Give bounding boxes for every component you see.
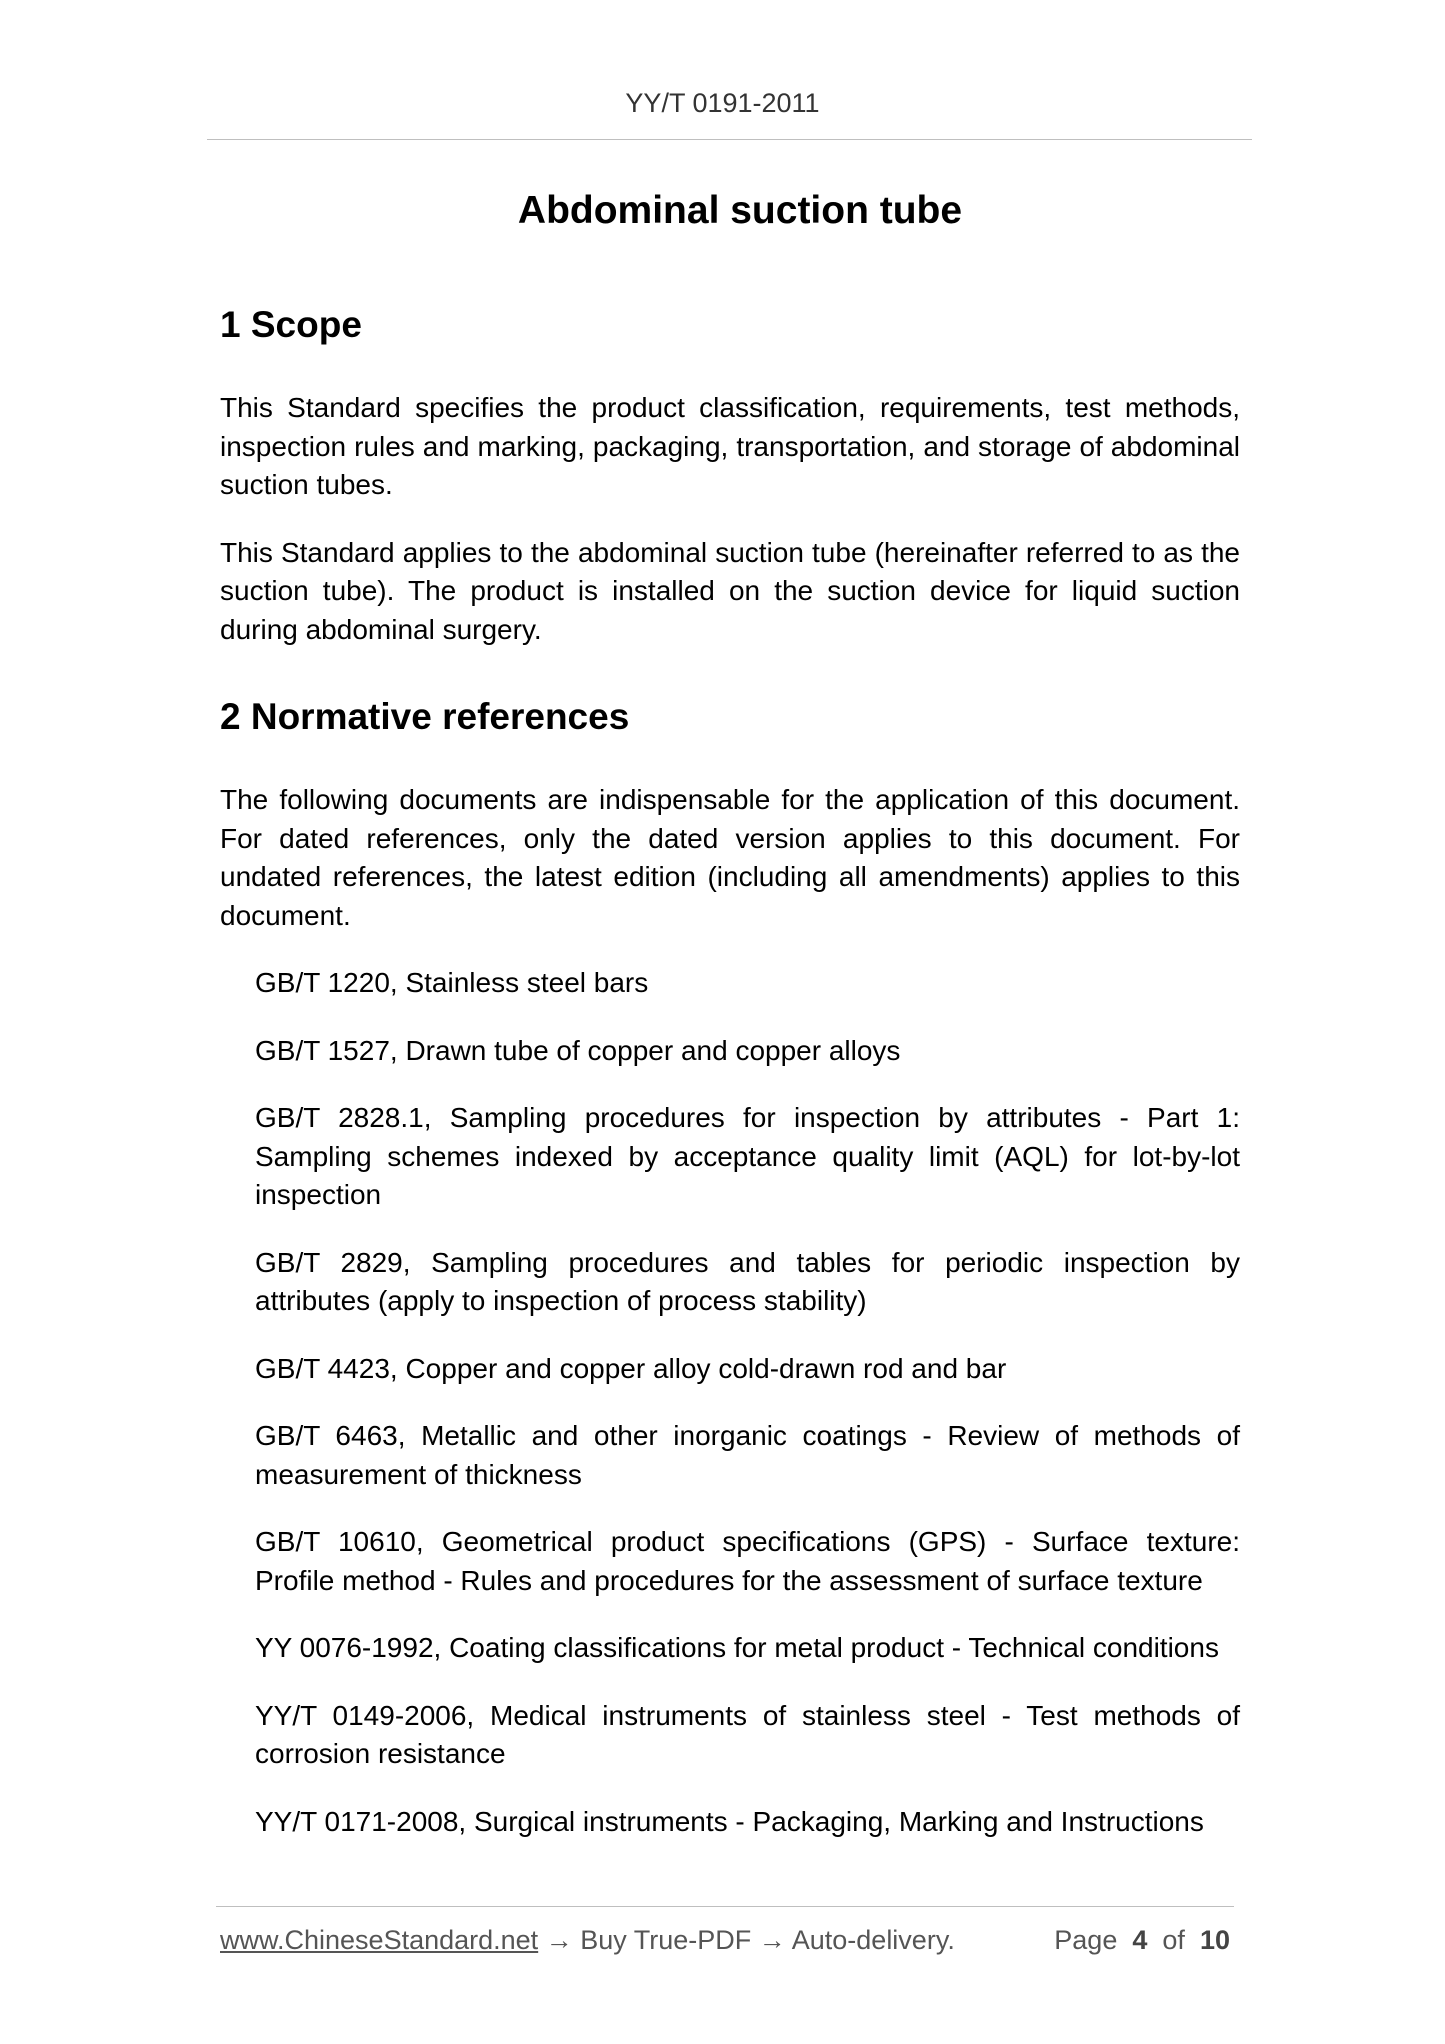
scope-paragraph: This Standard specifies the product classification, requirements, test methods, inspection rules and marking, packaging, transportation, and storage of abdominal suction tubes. [220, 392, 1240, 500]
section-heading-scope: 1 Scope [220, 304, 362, 345]
reference-item: YY/T 0149-2006, Medical instruments of stainless steel - Test methods of corrosion resistance [255, 1699, 1240, 1769]
page-of-label: of [1162, 1925, 1185, 1955]
reference-item: GB/T 10610, Geometrical product specifications (GPS) - Surface texture: Profile method - Rules and procedures for the assessment of surface texture [255, 1526, 1240, 1596]
website-link[interactable]: www.ChineseStandard.net [220, 1925, 539, 1955]
page-current: 4 [1132, 1925, 1148, 1955]
document-title: Abdominal suction tube [517, 189, 963, 232]
reference-item: GB/T 6463, Metallic and other inorganic coatings - Review of methods of measurement of thickness [255, 1420, 1240, 1490]
reference-item: GB/T 2828.1, Sampling procedures for inspection by attributes - Part 1: Sampling schemes indexed by acceptance quality limit (AQL) for lot-by-lot inspection [255, 1102, 1240, 1210]
scope-paragraph: This Standard applies to the abdominal suction tube (hereinafter referred to as the suction tube). The product is installed on the suction device for liquid suction during abdominal surgery. [220, 536, 1240, 645]
page-content [220, 183, 1240, 1870]
section-heading-normative-references: 2 Normative references [220, 696, 630, 737]
reference-item: YY/T 0171-2008, Surgical instruments - Packaging, Marking and Instructions [255, 1805, 1204, 1837]
reference-item: GB/T 1220, Stainless steel bars [255, 967, 649, 998]
page-total: 10 [1199, 1925, 1230, 1955]
document-code: YY/T 0191-2011 [625, 88, 820, 118]
reference-list [220, 964, 1240, 1841]
reference-item: GB/T 4423, Copper and copper alloy cold-drawn rod and bar [255, 1352, 1007, 1384]
reference-item: GB/T 1527, Drawn tube of copper and copper alloys [255, 1034, 901, 1066]
page-footer [220, 1920, 1230, 1960]
header-divider [207, 139, 1252, 140]
references-intro: The following documents are indispensable for the application of this document. For dated references, only the dated version applies to this document. For undated references, the latest edition (including all amendments) applies to this document. [220, 784, 1240, 931]
reference-item: YY 0076-1992, Coating classifications for metal product - Technical conditions [255, 1632, 1219, 1663]
reference-item: GB/T 2829, Sampling procedures and tables for periodic inspection by attributes (apply to inspection of process stability) [255, 1246, 1240, 1316]
footer-divider [216, 1906, 1234, 1907]
footer-promo-text: → Buy True-PDF → Auto-delivery. [538, 1925, 955, 1955]
page-label: Page [1054, 1925, 1118, 1955]
page-number [1054, 1920, 1230, 1960]
